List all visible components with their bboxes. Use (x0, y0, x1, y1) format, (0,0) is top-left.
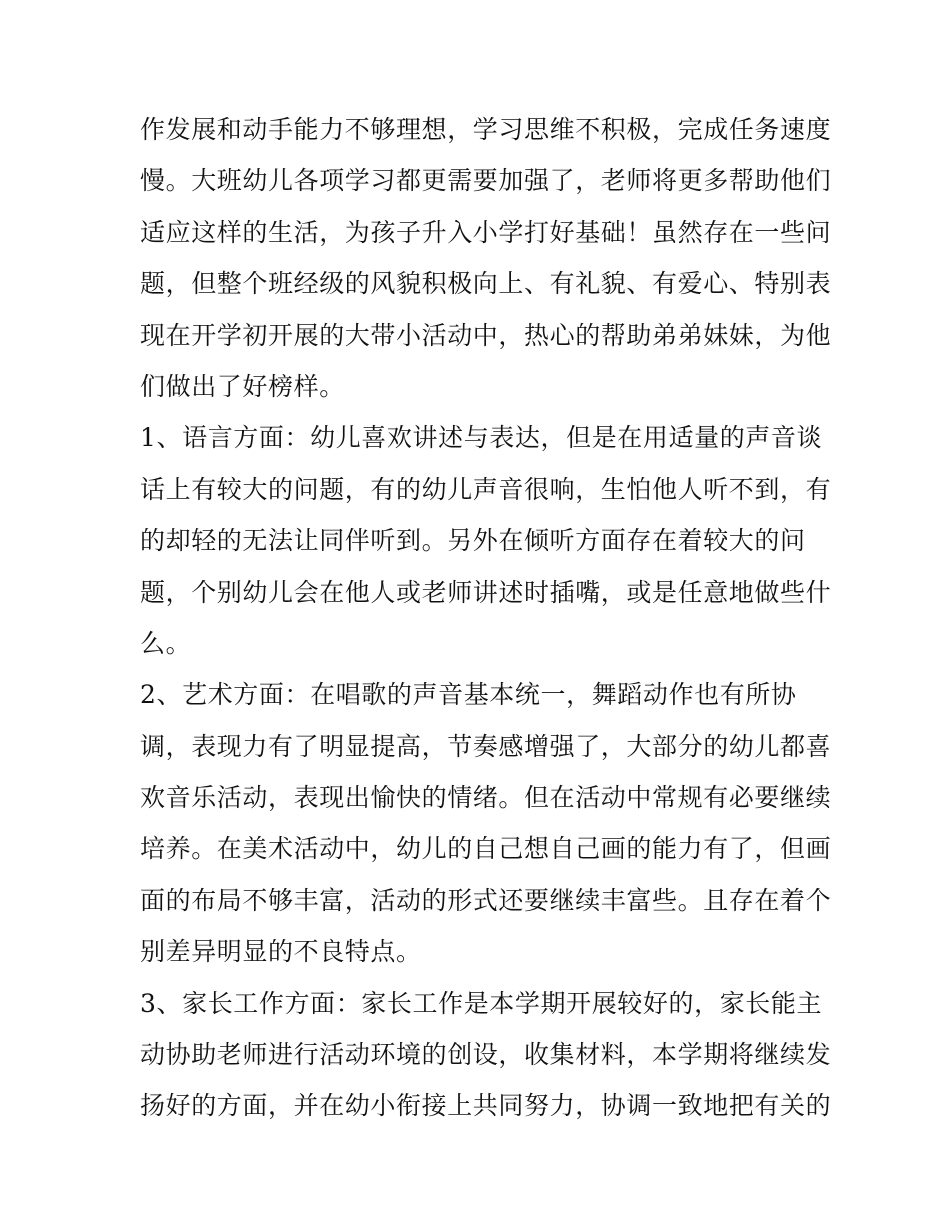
text-line: 适应这样的生活，为孩子升入小学打好基础！虽然存在一些问 (140, 217, 832, 247)
text-line: 2、艺术方面：在唱歌的声音基本统一，舞蹈动作也有所协 (140, 680, 797, 710)
text-line: 培养。在美术活动中，幼儿的自己想自己画的能力有了，但画 (140, 834, 832, 864)
text-line: 话上有较大的问题，有的幼儿声音很响，生怕他人听不到，有 (140, 474, 832, 504)
text-line: 别差异明显的不良特点。 (140, 937, 422, 967)
text-line: 们做出了好榜样。 (140, 371, 345, 401)
text-line: 题，个别幼儿会在他人或老师讲述时插嘴，或是任意地做些什 (140, 577, 832, 607)
text-line: 1、语言方面：幼儿喜欢讲述与表达，但是在用适量的声音谈 (140, 423, 823, 453)
text-line: 现在开学初开展的大带小活动中，热心的帮助弟弟妹妹，为他 (140, 320, 832, 350)
text-line: 的却轻的无法让同伴听到。另外在倾听方面存在着较大的问 (140, 526, 806, 556)
text-line: 么。 (140, 628, 192, 658)
text-line: 题，但整个班经级的风貌积极向上、有礼貌、有爱心、特别表 (140, 269, 832, 299)
text-line: 作发展和动手能力不够理想，学习思维不积极，完成任务速度 (140, 115, 832, 144)
text-line: 动协助老师进行活动环境的创设，收集材料，本学期将继续发 (140, 1040, 832, 1070)
text-line: 面的布局不够丰富，活动的形式还要继续丰富些。且存在着个 (140, 885, 832, 915)
text-line: 调，表现力有了明显提高，节奏感增强了，大部分的幼儿都喜 (140, 731, 832, 761)
text-line: 慢。大班幼儿各项学习都更需要加强了，老师将更多帮助他们 (140, 166, 832, 196)
text-line: 扬好的方面，并在幼小衔接上共同努力，协调一致地把有关的 (140, 1091, 832, 1121)
text-line: 3、家长工作方面：家长工作是本学期开展较好的，家长能主 (140, 988, 823, 1018)
document-body (140, 104, 832, 1132)
text-line: 欢音乐活动，表现出愉快的情绪。但在活动中常规有必要继续 (140, 783, 832, 813)
